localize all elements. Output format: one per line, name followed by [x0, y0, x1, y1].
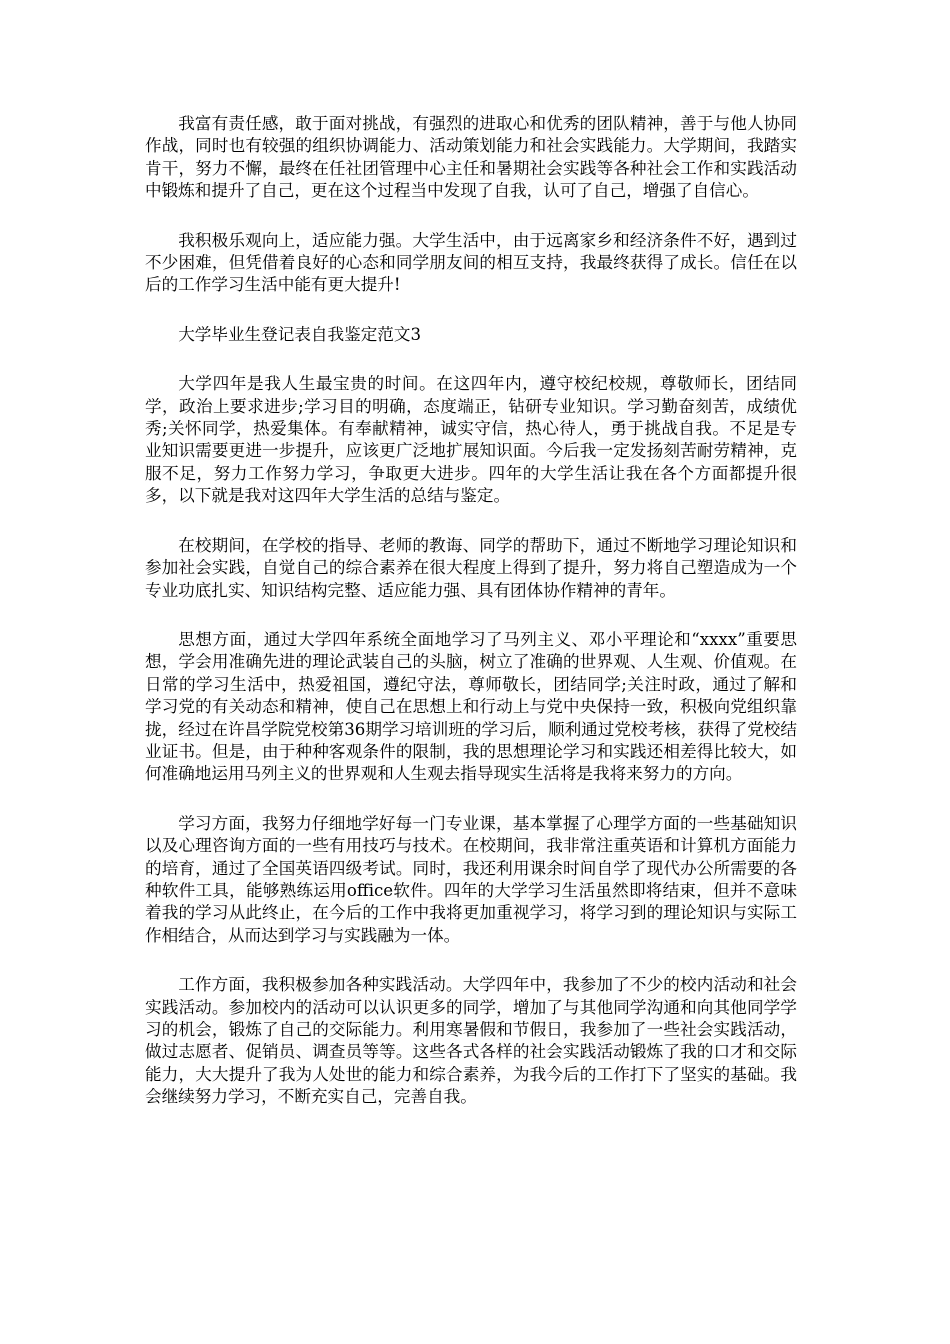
paragraph-study: 学习方面，我努力仔细地学好每一门专业课，基本掌握了心理学方面的一些基础知识以及心理咨询方面的一些有用技巧与技术。在校期间，我非常注重英语和计算机方面能力的培育，通过了全国英语四级考试。同时，我还利用课余时间自学了现代办公所需要的各种软件工具，能够熟练运用office软件。四年的大学学习生活虽然即将结束，但并不意味着我的学习从此终止，在今后的工作中我将更加重视学习，将学习到的理论知识与实际工作相结合，从而达到学习与实践融为一体。	[145, 813, 797, 945]
paragraph-four-years: 大学四年是我人生最宝贵的时间。在这四年内，遵守校纪校规，尊敬师长，团结同学，政治上要求进步;学习目的明确，态度端正，钻研专业知识。学习勤奋刻苦，成绩优秀;关怀同学，热爱集体。有奉献精神，诚实守信，热心待人，勇于挑战自我。不足是专业知识需要更进一步提升，应该更广泛地扩展知识面。今后我一定发扬刻苦耐劳精神，克服不足，努力工作努力学习，争取更大进步。四年的大学生活让我在各个方面都提升很多，以下就是我对这四年大学生活的总结与鉴定。	[145, 374, 797, 506]
paragraph-school-period: 在校期间，在学校的指导、老师的教诲、同学的帮助下，通过不断地学习理论知识和参加社会实践，自觉自己的综合素养在很大程度上得到了提升，努力将自己塑造成为一个专业功底扎实、知识结构完整、适应能力强、具有团体协作精神的青年。	[145, 535, 797, 600]
paragraph-ideology: 思想方面，通过大学四年系统全面地学习了马列主义、邓小平理论和“xxxx”重要思想，学会用准确先进的理论武装自己的头脑，树立了准确的世界观、人生观、价值观。在日常的学习生活中，热爱祖国，遵纪守法，尊师敬长，团结同学;关注时政，通过了解和学习党的有关动态和精神，使自己在思想上和行动上与党中央保持一致，积极向党组织靠拢，经过在许昌学院党校第36期学习培训班的学习后，顺利通过党校考核，获得了党校结业证书。但是，由于种种客观条件的限制，我的思想理论学习和实践还相差得比较大，如何准确地运用马列主义的世界观和人生观去指导现实生活将是我将来努力的方向。	[145, 629, 797, 784]
paragraph-optimism: 我积极乐观向上，适应能力强。大学生活中，由于远离家乡和经济条件不好，遇到过不少困难，但凭借着良好的心态和同学朋友间的相互支持，我最终获得了成长。信任在以后的工作学习生活中能有更大提升!	[145, 230, 797, 295]
paragraph-work: 工作方面，我积极参加各种实践活动。大学四年中，我参加了不少的校内活动和社会实践活动。参加校内的活动可以认识更多的同学，增加了与其他同学沟通和向其他同学学习的机会，锻炼了自己的交际能力。利用寒暑假和节假日，我参加了一些社会实践活动，做过志愿者、促销员、调查员等等。这些各式各样的社会实践活动锻炼了我的口才和交际能力，大大提升了我为人处世的能力和综合素养，为我今后的工作打下了坚实的基础。我会继续努力学习，不断充实自己，完善自我。	[145, 975, 797, 1107]
document-page	[145, 113, 797, 1136]
paragraph-responsibility: 我富有责任感，敢于面对挑战，有强烈的进取心和优秀的团队精神，善于与他人协同作战，同时也有较强的组织协调能力、活动策划能力和社会实践能力。大学期间，我踏实肯干，努力不懈，最终在任社团管理中心主任和暑期社会实践等各种社会工作和实践活动中锻炼和提升了自己，更在这个过程当中发现了自我，认可了自己，增强了自信心。	[145, 114, 797, 201]
section-heading: 大学毕业生登记表自我鉴定范文3	[178, 324, 422, 344]
